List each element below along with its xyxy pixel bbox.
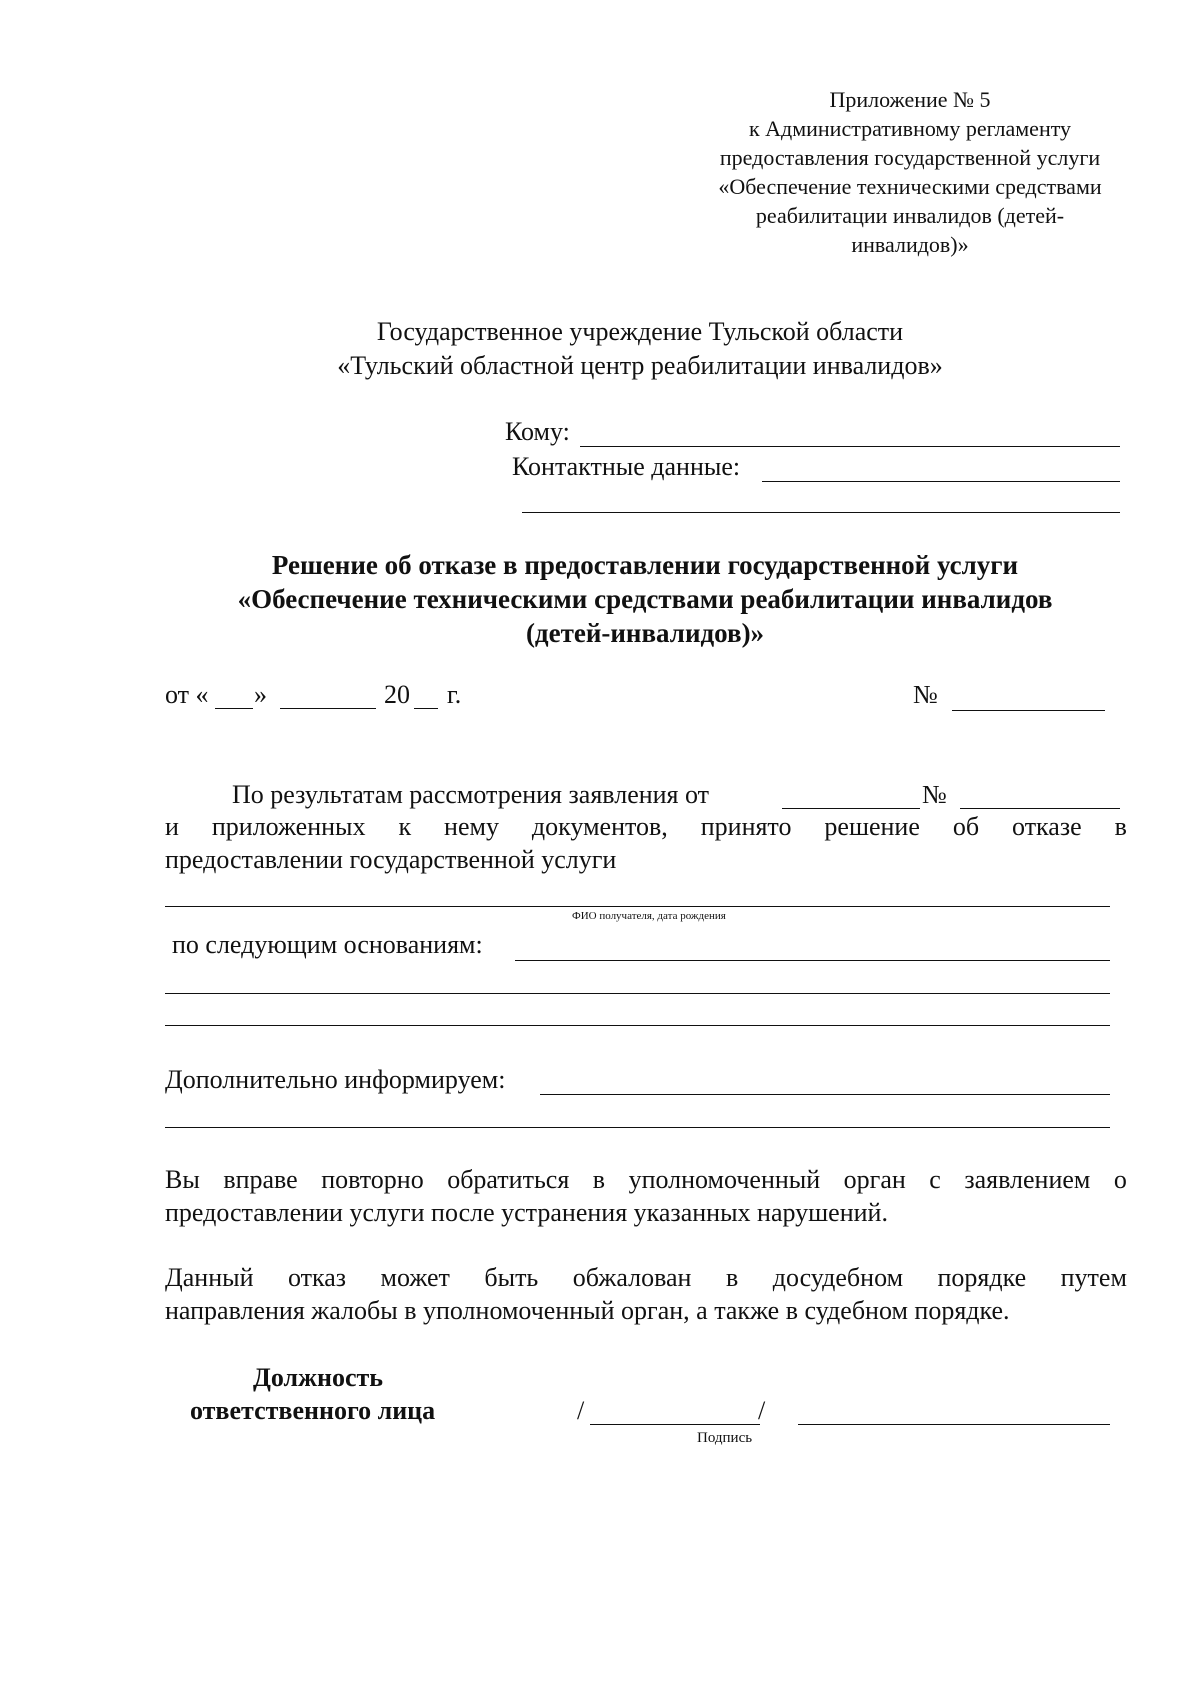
paragraph2-line2: предоставлении услуги после устранения указанных нарушений. — [165, 1198, 888, 1227]
number-label: № — [913, 680, 938, 709]
appendix-line: к Административному регламенту — [748, 116, 1072, 141]
year-field-line — [414, 708, 438, 709]
word: уполномоченный — [628, 1165, 821, 1194]
date-close-quote: » — [254, 680, 267, 709]
year-suffix: г. — [447, 680, 462, 709]
word: принято — [700, 812, 792, 841]
day-field-line — [215, 708, 253, 709]
year-prefix: 20 — [384, 680, 410, 709]
word: путем — [1060, 1263, 1127, 1292]
word: приложенных — [211, 812, 366, 841]
paragraph3-line2: направления жалобы в уполномоченный орган, а также в судебном порядке. — [165, 1296, 1010, 1325]
word: может — [380, 1263, 450, 1292]
word: обратиться — [447, 1165, 570, 1194]
organization-line: Государственное учреждение Тульской области — [376, 317, 904, 346]
word: в — [725, 1263, 739, 1292]
word: в — [592, 1165, 606, 1194]
organization-name — [200, 315, 1080, 383]
word: об — [952, 812, 980, 841]
to-label: Кому: — [505, 417, 570, 446]
contacts-field-line — [762, 481, 1120, 482]
signature-slash-right: / — [758, 1396, 766, 1425]
additional-info-line-2 — [165, 1127, 1110, 1128]
word: нему — [444, 812, 499, 841]
appendix-header — [680, 85, 1140, 259]
title-line: (детей-инвалидов)» — [525, 618, 765, 648]
word: обжалован — [572, 1263, 692, 1292]
word: повторно — [321, 1165, 424, 1194]
document-title — [150, 548, 1140, 650]
word: о — [1113, 1165, 1127, 1194]
appendix-line: реабилитации инвалидов (детей- — [755, 203, 1065, 228]
word: к — [398, 812, 412, 841]
title-line: Решение об отказе в предоставлении государственной услуги — [271, 550, 1019, 580]
word: в — [1114, 812, 1127, 841]
paragraph1-line3: предоставлении государственной услуги — [165, 845, 617, 874]
signature-line — [590, 1424, 760, 1425]
word: и — [165, 812, 179, 841]
additional-info-line — [540, 1094, 1110, 1095]
position-title-line1: Должность — [253, 1363, 384, 1392]
grounds-field-line-3 — [165, 1025, 1110, 1026]
name-field-line — [798, 1424, 1110, 1425]
appendix-line: «Обеспечение техническими средствами — [718, 174, 1102, 199]
word: решение — [824, 812, 920, 841]
signature-caption: Подпись — [697, 1430, 753, 1446]
title-line: «Обеспечение техническими средствами реабилитации инвалидов — [237, 584, 1053, 614]
grounds-field-line-2 — [165, 993, 1110, 994]
position-title-line2: ответственного лица — [190, 1396, 436, 1425]
to-field-line — [580, 446, 1120, 447]
contacts-label: Контактные данные: — [512, 452, 741, 481]
date-from-label: от « — [165, 680, 209, 709]
word: вправе — [223, 1165, 298, 1194]
organization-line: «Тульский областной центр реабилитации инвалидов» — [337, 351, 943, 380]
appendix-line: инвалидов)» — [851, 232, 969, 257]
application-date-line — [782, 808, 920, 809]
word: Данный — [165, 1263, 254, 1292]
month-field-line — [280, 708, 376, 709]
grounds-label: по следующим основаниям: — [172, 930, 483, 959]
fio-caption: ФИО получателя, дата рождения — [572, 910, 726, 922]
additional-info-label: Дополнительно информируем: — [165, 1065, 506, 1094]
word: заявлением — [964, 1165, 1091, 1194]
word: с — [929, 1165, 941, 1194]
word: досудебном — [772, 1263, 904, 1292]
contacts-field-line-2 — [522, 512, 1120, 513]
appendix-line: Приложение № 5 — [829, 87, 991, 112]
word: быть — [484, 1263, 539, 1292]
number-field-line — [952, 710, 1105, 711]
word: порядке — [937, 1263, 1027, 1292]
word: орган — [843, 1165, 906, 1194]
paragraph1-start: По результатам рассмотрения заявления от — [232, 780, 710, 809]
word: документов, — [531, 812, 668, 841]
application-number-line — [960, 808, 1120, 809]
appendix-line: предоставления государственной услуги — [719, 145, 1101, 170]
signature-slash-left: / — [577, 1396, 585, 1425]
paragraph2-line1 — [165, 1165, 1127, 1195]
paragraph1-line2 — [165, 812, 1127, 842]
word: отказе — [1012, 812, 1082, 841]
fio-field-line — [165, 906, 1110, 907]
application-number-label: № — [922, 780, 947, 809]
grounds-field-line — [515, 960, 1110, 961]
word: Вы — [165, 1165, 200, 1194]
paragraph3-line1 — [165, 1263, 1127, 1293]
word: отказ — [287, 1263, 347, 1292]
